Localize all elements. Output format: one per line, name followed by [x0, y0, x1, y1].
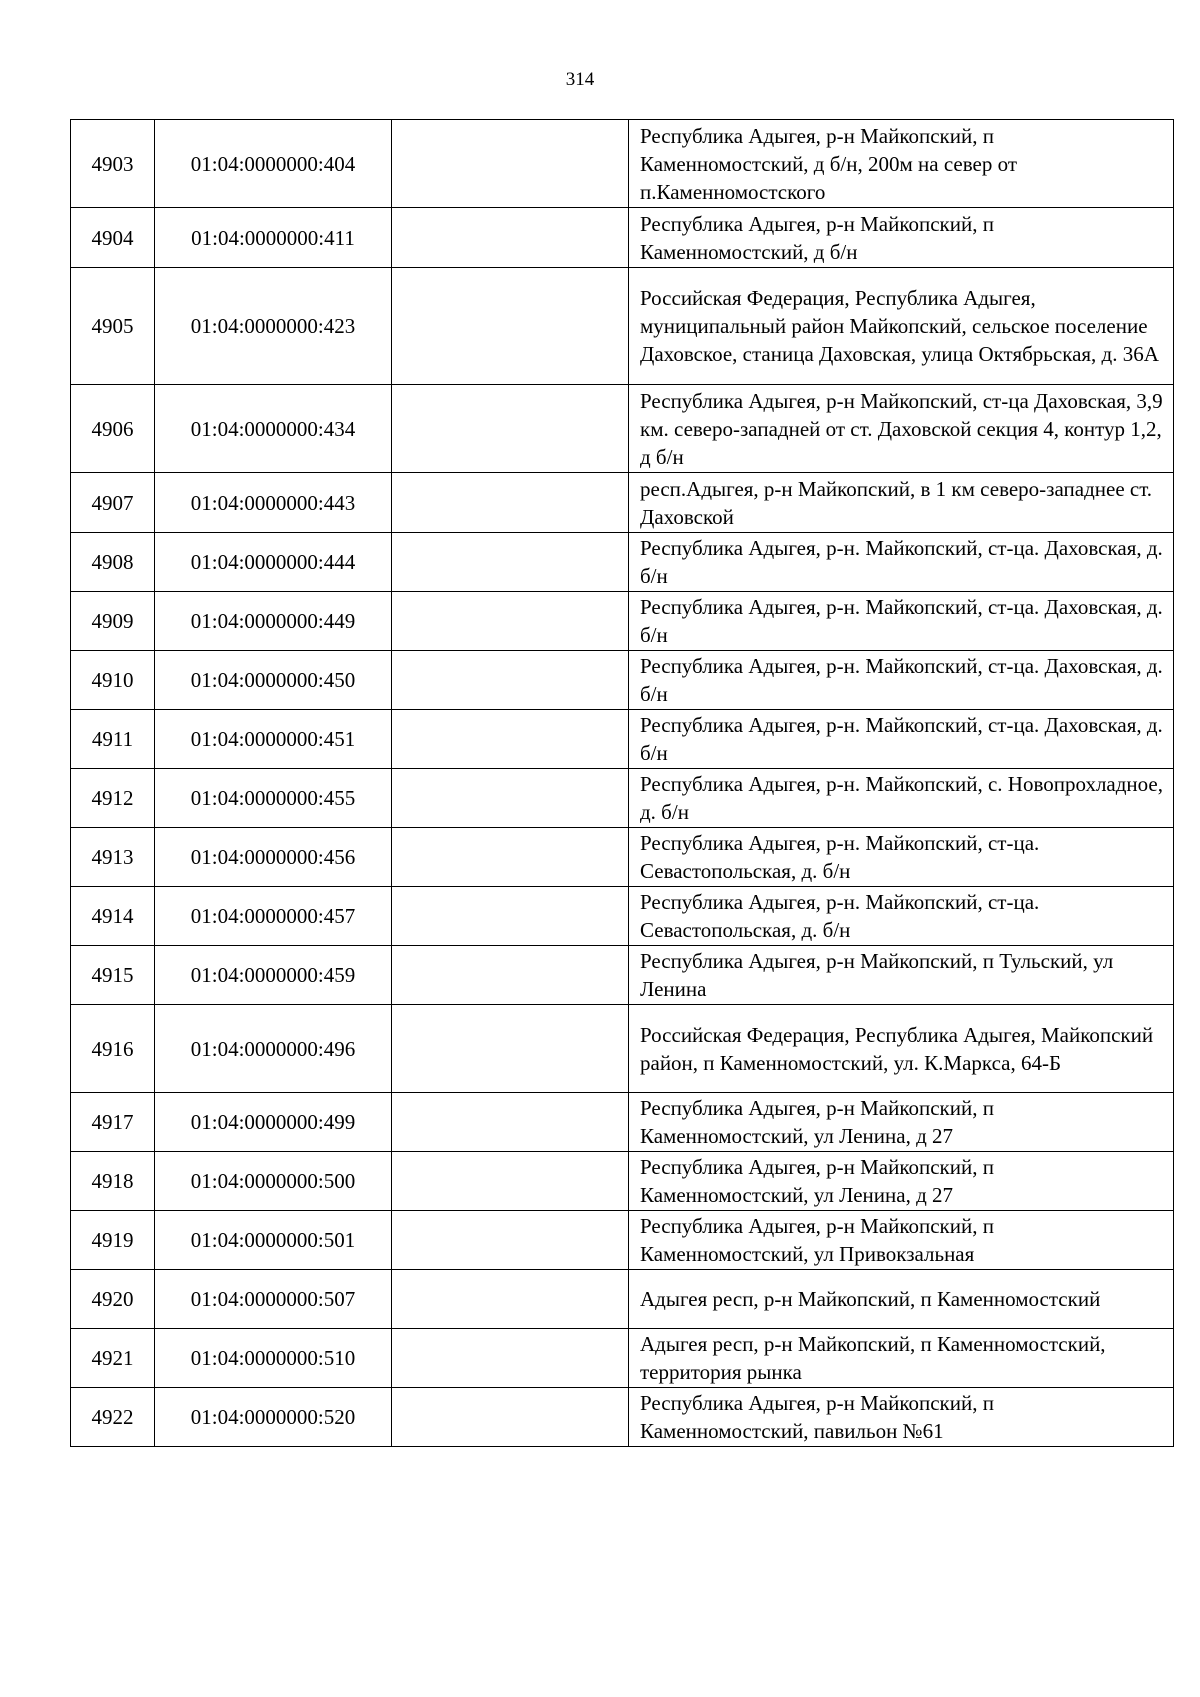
address-cell: Республика Адыгея, р-н Майкопский, п Каменномостский, павильон №61 — [629, 1388, 1174, 1447]
table-row — [71, 1211, 1174, 1270]
table-row — [71, 1093, 1174, 1152]
address-cell: Республика Адыгея, р-н. Майкопский, ст-ца. Даховская, д. б/н — [629, 592, 1174, 651]
cadastral-number-cell: 01:04:0000000:496 — [155, 1005, 392, 1093]
address-cell: Адыгея респ, р-н Майкопский, п Каменномостский, территория рынка — [629, 1329, 1174, 1388]
cadastral-number-cell: 01:04:0000000:507 — [155, 1270, 392, 1329]
row-number-cell: 4915 — [71, 946, 155, 1005]
empty-cell — [392, 1093, 629, 1152]
row-number-cell: 4905 — [71, 268, 155, 385]
address-cell: Российская Федерация, Республика Адыгея, Майкопский район, п Каменномостский, ул. К.Маркса, 64-Б — [629, 1005, 1174, 1093]
table-row — [71, 1388, 1174, 1447]
row-number-cell: 4903 — [71, 120, 155, 208]
table-row — [71, 208, 1174, 268]
empty-cell — [392, 887, 629, 946]
table-row — [71, 769, 1174, 828]
table-row — [71, 1005, 1174, 1093]
cadastral-number-cell: 01:04:0000000:451 — [155, 710, 392, 769]
address-cell: Адыгея респ, р-н Майкопский, п Каменномостский — [629, 1270, 1174, 1329]
table-row — [71, 710, 1174, 769]
row-number-cell: 4918 — [71, 1152, 155, 1211]
cadastral-number-cell: 01:04:0000000:457 — [155, 887, 392, 946]
table-row — [71, 385, 1174, 473]
empty-cell — [392, 268, 629, 385]
empty-cell — [392, 592, 629, 651]
row-number-cell: 4921 — [71, 1329, 155, 1388]
empty-cell — [392, 1005, 629, 1093]
address-cell: Республика Адыгея, р-н. Майкопский, с. Новопрохладное, д. б/н — [629, 769, 1174, 828]
row-number-cell: 4917 — [71, 1093, 155, 1152]
empty-cell — [392, 1329, 629, 1388]
empty-cell — [392, 946, 629, 1005]
address-cell: Республика Адыгея, р-н Майкопский, п Тульский, ул Ленина — [629, 946, 1174, 1005]
empty-cell — [392, 828, 629, 887]
cadastral-number-cell: 01:04:0000000:443 — [155, 473, 392, 533]
address-cell: Республика Адыгея, р-н. Майкопский, ст-ца. Даховская, д. б/н — [629, 651, 1174, 710]
empty-cell — [392, 710, 629, 769]
row-number-cell: 4922 — [71, 1388, 155, 1447]
empty-cell — [392, 1211, 629, 1270]
cadastral-number-cell: 01:04:0000000:434 — [155, 385, 392, 473]
address-cell: Республика Адыгея, р-н. Майкопский, ст-ца. Севастопольская, д. б/н — [629, 887, 1174, 946]
cadastral-number-cell: 01:04:0000000:411 — [155, 208, 392, 268]
address-cell: Республика Адыгея, р-н Майкопский, п Каменномостский, д б/н, 200м на север от п.Каменномостского — [629, 120, 1174, 208]
table-row — [71, 946, 1174, 1005]
table-row — [71, 651, 1174, 710]
address-cell: Республика Адыгея, р-н Майкопский, ст-ца Даховская, 3,9 км. северо-западней от ст. Даховской секция 4, контур 1,2, д б/н — [629, 385, 1174, 473]
cadastral-number-cell: 01:04:0000000:499 — [155, 1093, 392, 1152]
empty-cell — [392, 385, 629, 473]
empty-cell — [392, 120, 629, 208]
cadastral-number-cell: 01:04:0000000:500 — [155, 1152, 392, 1211]
row-number-cell: 4920 — [71, 1270, 155, 1329]
empty-cell — [392, 533, 629, 592]
cadastral-number-cell: 01:04:0000000:456 — [155, 828, 392, 887]
empty-cell — [392, 1270, 629, 1329]
table-body — [71, 120, 1174, 1447]
cadastral-number-cell: 01:04:0000000:459 — [155, 946, 392, 1005]
cadastral-number-cell: 01:04:0000000:404 — [155, 120, 392, 208]
address-cell: Российская Федерация, Республика Адыгея, муниципальный район Майкопский, сельское поселение Даховское, станица Даховская, улица Октябрьская, д. 36А — [629, 268, 1174, 385]
table-row — [71, 473, 1174, 533]
address-cell: Республика Адыгея, р-н. Майкопский, ст-ца. Севастопольская, д. б/н — [629, 828, 1174, 887]
table-row — [71, 887, 1174, 946]
address-cell: Республика Адыгея, р-н Майкопский, п Каменномостский, ул Ленина, д 27 — [629, 1152, 1174, 1211]
table-row — [71, 1152, 1174, 1211]
row-number-cell: 4919 — [71, 1211, 155, 1270]
table-row — [71, 533, 1174, 592]
cadastral-number-cell: 01:04:0000000:501 — [155, 1211, 392, 1270]
row-number-cell: 4909 — [71, 592, 155, 651]
empty-cell — [392, 1152, 629, 1211]
table-row — [71, 592, 1174, 651]
row-number-cell: 4904 — [71, 208, 155, 268]
row-number-cell: 4911 — [71, 710, 155, 769]
address-cell: Республика Адыгея, р-н Майкопский, п Каменномостский, д б/н — [629, 208, 1174, 268]
row-number-cell: 4910 — [71, 651, 155, 710]
row-number-cell: 4908 — [71, 533, 155, 592]
empty-cell — [392, 1388, 629, 1447]
cadastral-number-cell: 01:04:0000000:520 — [155, 1388, 392, 1447]
empty-cell — [392, 769, 629, 828]
cadastral-number-cell: 01:04:0000000:444 — [155, 533, 392, 592]
empty-cell — [392, 208, 629, 268]
cadastral-number-cell: 01:04:0000000:423 — [155, 268, 392, 385]
table-row — [71, 1270, 1174, 1329]
address-cell: респ.Адыгея, р-н Майкопский, в 1 км северо-западнее ст. Даховской — [629, 473, 1174, 533]
cadastral-number-cell: 01:04:0000000:455 — [155, 769, 392, 828]
address-cell: Республика Адыгея, р-н. Майкопский, ст-ца. Даховская, д. б/н — [629, 533, 1174, 592]
table-row — [71, 268, 1174, 385]
row-number-cell: 4916 — [71, 1005, 155, 1093]
cadastral-number-cell: 01:04:0000000:450 — [155, 651, 392, 710]
empty-cell — [392, 651, 629, 710]
table-row — [71, 1329, 1174, 1388]
address-cell: Республика Адыгея, р-н. Майкопский, ст-ца. Даховская, д. б/н — [629, 710, 1174, 769]
table-row — [71, 828, 1174, 887]
row-number-cell: 4907 — [71, 473, 155, 533]
row-number-cell: 4913 — [71, 828, 155, 887]
empty-cell — [392, 473, 629, 533]
page-number: 314 — [565, 69, 595, 90]
cadastral-number-cell: 01:04:0000000:510 — [155, 1329, 392, 1388]
row-number-cell: 4912 — [71, 769, 155, 828]
cadastral-number-cell: 01:04:0000000:449 — [155, 592, 392, 651]
row-number-cell: 4906 — [71, 385, 155, 473]
table-row — [71, 120, 1174, 208]
address-cell: Республика Адыгея, р-н Майкопский, п Каменномостский, ул Привокзальная — [629, 1211, 1174, 1270]
row-number-cell: 4914 — [71, 887, 155, 946]
registry-table — [70, 119, 1174, 1447]
address-cell: Республика Адыгея, р-н Майкопский, п Каменномостский, ул Ленина, д 27 — [629, 1093, 1174, 1152]
